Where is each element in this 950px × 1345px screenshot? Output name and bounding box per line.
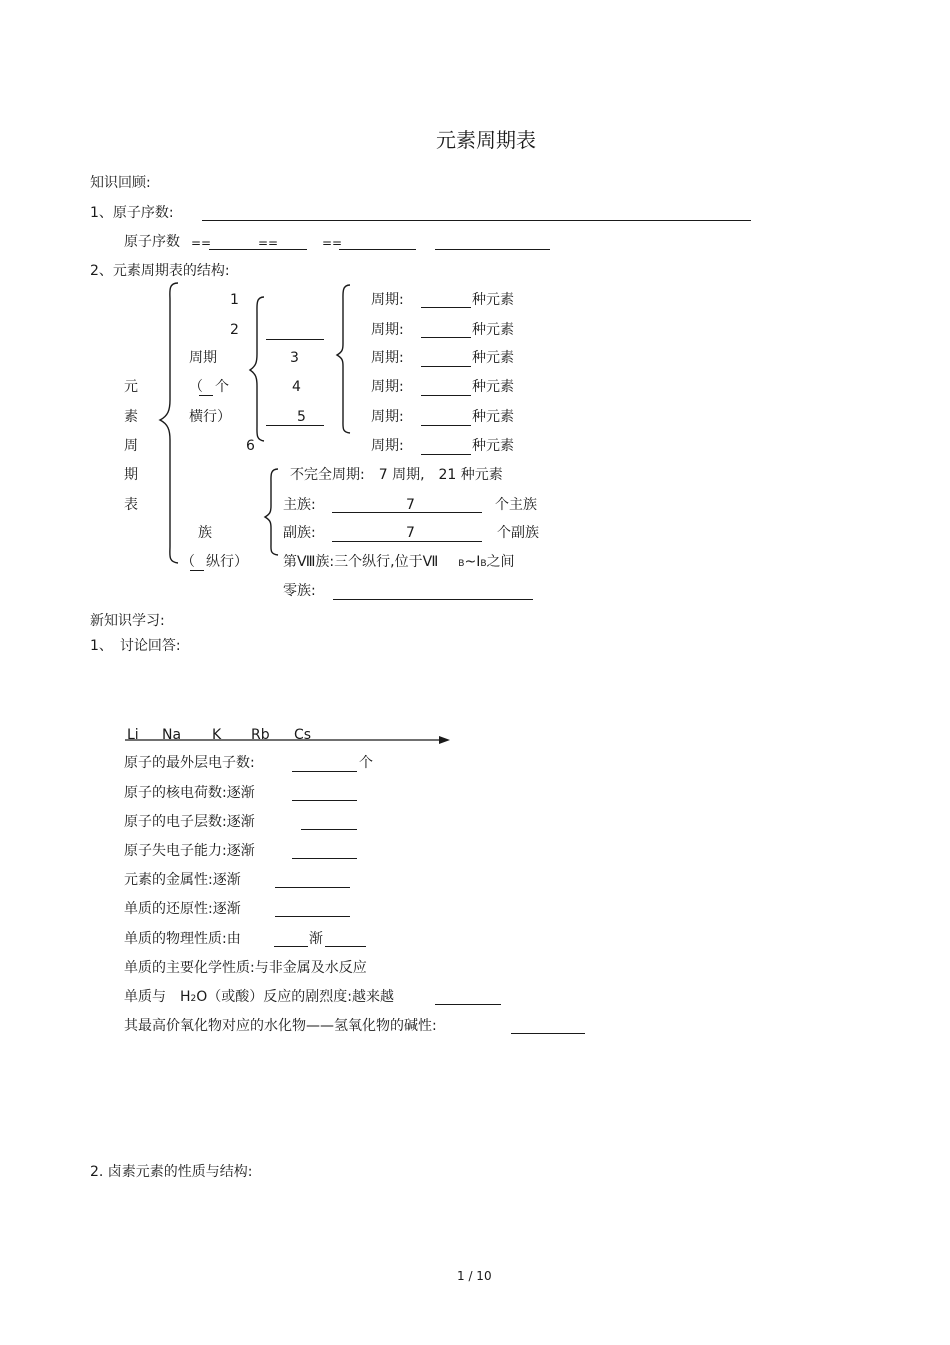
property-5-blank	[275, 887, 350, 888]
eq-1: ==	[191, 236, 212, 250]
element-li: Li	[127, 727, 139, 743]
property-6-blank	[275, 916, 350, 917]
element-na: Na	[162, 727, 182, 743]
zero-group-blank	[333, 599, 533, 600]
vertical-char-2: 素	[124, 409, 138, 425]
period-number-1: 1	[230, 292, 239, 308]
group-8-sub-b: B	[458, 559, 465, 569]
period-number-6: 6	[246, 438, 255, 454]
main-group-label: 主族:	[283, 497, 316, 513]
property-9-sub: 2	[190, 994, 197, 1004]
page-title: 元素周期表	[436, 128, 536, 152]
vertical-char-3: 周	[124, 438, 138, 454]
period-row-suffix: 种元素	[472, 350, 514, 366]
element-cs: Cs	[294, 727, 312, 743]
property-5: 元素的金属性:逐渐	[124, 872, 241, 888]
property-1: 原子的最外层电子数:	[124, 755, 255, 771]
period-horizontal: 横行）	[189, 409, 231, 425]
property-9-h: H	[180, 989, 191, 1005]
atomic-blank-3	[435, 249, 550, 250]
period-row-suffix: 种元素	[472, 292, 514, 308]
period-number-5: 5	[297, 409, 306, 425]
q2-label: 2、元素周期表的结构:	[90, 263, 230, 279]
period-count-left: （	[189, 379, 203, 395]
property-7-mid: 渐	[309, 931, 323, 947]
property-2: 原子的核电荷数:逐渐	[124, 785, 255, 801]
period-row-label: 周期:	[371, 409, 404, 425]
group-8-text	[283, 553, 515, 573]
group-8-text-a: 第Ⅷ族:三个纵行,位于Ⅶ	[283, 554, 439, 570]
property-9-b: O（或酸）反应的剧烈度:越来越	[196, 989, 395, 1005]
incomplete-period: 不完全周期: 7 周期, 21 种元素	[290, 467, 503, 483]
period-number-3: 3	[290, 350, 299, 366]
page-number: 1 / 10	[457, 1269, 492, 1283]
q1-blank	[202, 220, 751, 221]
atomic-number-label: 原子序数	[124, 234, 180, 250]
period-label: 周期	[189, 350, 217, 366]
group-brace	[265, 469, 278, 555]
property-3: 原子的电子层数:逐渐	[124, 814, 255, 830]
period-number-2: 2	[230, 322, 239, 338]
eq-2: ==	[258, 236, 279, 250]
property-8: 单质的主要化学性质:与非金属及水反应	[124, 960, 367, 976]
vertical-char-5: 表	[124, 497, 138, 513]
trend-arrow	[125, 733, 455, 747]
period-row-blank	[421, 366, 471, 367]
vertical-char-4: 期	[124, 467, 138, 483]
property-7-blank-b	[325, 946, 366, 947]
property-9	[124, 988, 394, 1008]
period-row-label: 周期:	[371, 350, 404, 366]
group-label: 族	[198, 525, 212, 541]
period-row-suffix: 种元素	[472, 379, 514, 395]
period-rows-brace	[337, 285, 350, 433]
element-rb: Rb	[251, 727, 270, 743]
group-8-tilde: ~Ⅰ	[464, 554, 481, 570]
group-count-blank	[190, 570, 204, 571]
property-3-blank	[301, 829, 357, 830]
property-2-blank	[292, 800, 357, 801]
period-row-suffix: 种元素	[472, 438, 514, 454]
sub-group-label: 副族:	[283, 525, 316, 541]
period-row-blank	[421, 454, 471, 455]
group-8-text-b: 之间	[486, 554, 515, 570]
property-7: 单质的物理性质:由	[124, 931, 241, 947]
property-9-a: 单质与	[124, 989, 166, 1005]
property-1-blank	[292, 771, 357, 772]
eq-3: ==	[322, 236, 343, 250]
period-row-blank	[421, 307, 471, 308]
property-6: 单质的还原性:逐渐	[124, 901, 241, 917]
property-10-blank	[511, 1033, 585, 1034]
sub-group-num: 7	[406, 525, 415, 541]
property-1-suffix: 个	[359, 755, 373, 771]
period-row-label: 周期:	[371, 379, 404, 395]
property-7-blank-a	[274, 946, 308, 947]
big-brace	[160, 283, 178, 563]
period-row-suffix: 种元素	[472, 322, 514, 338]
period-row-blank	[421, 395, 471, 396]
period-count-blank	[199, 395, 213, 396]
period-row-label: 周期:	[371, 322, 404, 338]
period-row-suffix: 种元素	[472, 409, 514, 425]
group-8-sub-b2: B	[480, 559, 487, 569]
q1-label: 1、原子序数:	[90, 205, 174, 221]
period-row-blank	[421, 337, 471, 338]
period-count-right: 个	[215, 379, 229, 395]
new-heading: 新知识学习:	[90, 613, 165, 629]
long-period-blank	[266, 425, 324, 426]
vertical-char-1: 元	[124, 379, 138, 395]
period-number-4: 4	[292, 379, 301, 395]
period-row-label: 周期:	[371, 292, 404, 308]
period-row-blank	[421, 425, 471, 426]
period-row-label: 周期:	[371, 438, 404, 454]
group-right: 纵行）	[206, 554, 248, 570]
property-4-blank	[292, 858, 357, 859]
review-heading: 知识回顾:	[90, 175, 151, 191]
sub-group-suffix: 个副族	[497, 525, 539, 541]
property-10: 其最高价氧化物对应的水化物——氢氧化物的碱性:	[124, 1018, 437, 1034]
period-brace	[250, 297, 264, 441]
zero-group-label: 零族:	[283, 583, 316, 599]
property-9-blank	[435, 1004, 501, 1005]
atomic-blank-2	[339, 249, 416, 250]
main-group-suffix: 个主族	[495, 497, 537, 513]
main-group-num: 7	[406, 497, 415, 513]
element-k: K	[212, 727, 222, 743]
short-period-blank	[266, 339, 324, 340]
halogen-heading: 2. 卤素元素的性质与结构:	[90, 1164, 253, 1180]
property-4: 原子失电子能力:逐渐	[124, 843, 255, 859]
discuss-label: 1、 讨论回答:	[90, 638, 181, 654]
group-left: （	[181, 554, 195, 570]
